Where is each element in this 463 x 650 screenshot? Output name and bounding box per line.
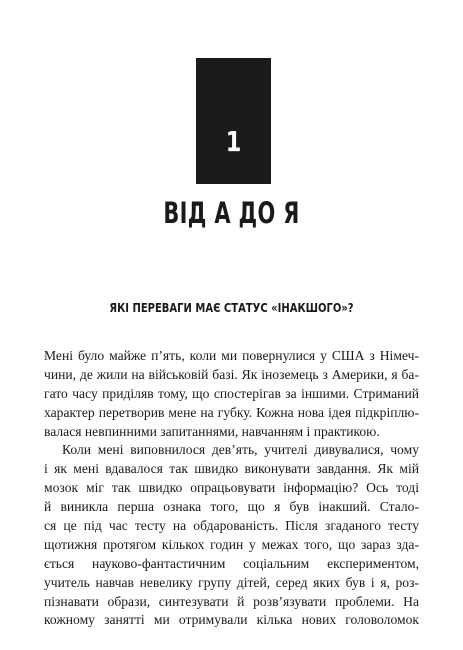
paragraph-1-line-3: гато часу приділяв тому, що спостерігав за іншими. Стриманий [44, 385, 419, 401]
paragraph-2-line-2: і як мені вдавалося так швидко виконувати завдання. Як мій [44, 461, 419, 477]
paragraph-2-line-7: ється науково-фантастичним соціальним експериментом, [44, 555, 419, 571]
paragraph-2-line-6: щотижня протягом кількох годин у межах того, що зараз зда- [44, 536, 419, 552]
paragraph-2-line-8: учитель навчав невелику групу дітей, серед яких був і я, роз- [44, 574, 419, 590]
body-text [44, 347, 419, 630]
paragraph-2-line-1: Коли мені виповнилося дев’ять, учителі дивувалися, чому [62, 442, 419, 458]
chapter-number-box [196, 58, 271, 184]
paragraph-1-line-1: Мені було майже п’ять, коли ми повернулися у США з Німеч- [44, 348, 419, 363]
chapter-number: 1 [225, 125, 242, 158]
paragraph-2-line-10: кожному занятті ми отримували кілька нових головоломок [44, 612, 419, 628]
paragraph-2-line-3: мозок міг так швидко опрацьовувати інформацію? Ось тоді [44, 480, 419, 496]
paragraph-1-line-5: валася невпинними запитаннями, навчанням і практикою. [44, 423, 380, 439]
paragraph-2-line-5: ся це під час тесту на обдарованість. Після згаданого тесту [44, 518, 419, 534]
paragraph-2-line-9: пізнавати образи, синтезувати й розв’язувати проблеми. На [44, 593, 419, 609]
paragraph-1-line-2: чини, де жили на військовій базі. Як іноземець з Америки, я ба- [44, 366, 419, 382]
section-heading: ЯКІ ПЕРЕВАГИ МАЄ СТАТУС «ІНАКШОГО»? [109, 300, 354, 315]
paragraph-2-line-4: й виникла перша ознака того, що я був інакший. Стало- [44, 499, 419, 515]
paragraph-1-line-4: характер перетворив мене на губку. Кожна нова ідея підкріплю- [44, 404, 419, 420]
chapter-title: ВІД А ДО Я [163, 196, 300, 230]
